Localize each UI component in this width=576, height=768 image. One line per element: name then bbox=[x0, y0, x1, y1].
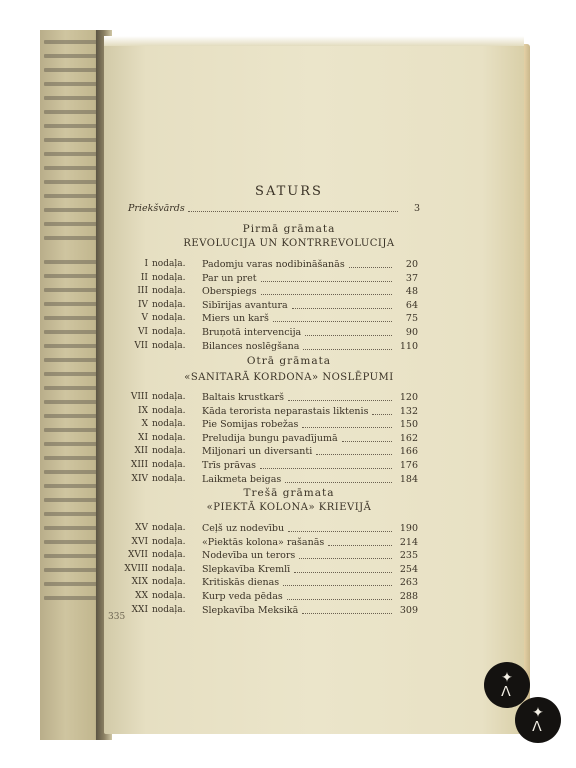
dot-leader bbox=[328, 545, 392, 546]
chapter-title: Pie Somijas robežas bbox=[202, 419, 299, 431]
chapter-number: XI bbox=[138, 432, 148, 443]
chapter-page: 90 bbox=[405, 327, 418, 338]
chapter-title: Bilances noslēgšana bbox=[202, 340, 300, 352]
chapter-nodala: nodaļa. bbox=[152, 286, 186, 297]
dot-leader bbox=[294, 572, 392, 573]
chapter-number: II bbox=[140, 272, 148, 283]
chapter-nodala: nodaļa. bbox=[152, 392, 186, 402]
chapter-page: 190 bbox=[399, 523, 418, 534]
chapter-number: XIII bbox=[130, 460, 148, 470]
chapter-title: Miljonari un diversanti bbox=[202, 446, 313, 458]
dot-leader bbox=[349, 267, 392, 268]
chapter-number: VI bbox=[137, 327, 148, 337]
chapter-nodala: nodaļa. bbox=[152, 259, 186, 269]
chapter-nodala: nodaļa. bbox=[152, 313, 186, 324]
book-2-name: Otrā grāmata bbox=[246, 355, 332, 367]
chapter-title: Kritiskās dienas bbox=[202, 577, 280, 589]
chapter-number: III bbox=[137, 286, 148, 297]
chapter-nodala: nodaļa. bbox=[152, 604, 186, 615]
chapter-number: XV bbox=[135, 523, 148, 533]
dot-leader bbox=[188, 211, 398, 212]
foreword-page: 3 bbox=[413, 203, 420, 214]
chapter-number: XX bbox=[135, 591, 148, 601]
dot-leader bbox=[303, 349, 392, 350]
dot-leader bbox=[292, 308, 392, 309]
chapter-number: X bbox=[141, 419, 148, 430]
page-title: SATURS bbox=[255, 184, 323, 199]
chapter-page: 64 bbox=[405, 299, 418, 311]
chapter-nodala: nodaļa. bbox=[152, 327, 186, 337]
chapter-page: 166 bbox=[399, 446, 418, 458]
chapter-title: Preludija bungu pavadījumā bbox=[202, 432, 338, 444]
chapter-page: 288 bbox=[399, 591, 418, 602]
chapter-title: Ceļš uz nodevību bbox=[202, 523, 285, 534]
chapter-number: IX bbox=[138, 405, 148, 416]
chapter-nodala: nodaļa. bbox=[152, 272, 186, 283]
left-page bbox=[40, 30, 104, 740]
chapter-title: Laikmeta beigas bbox=[202, 473, 282, 485]
chapter-page: 235 bbox=[399, 550, 418, 562]
chapter-title: Kāda terorista neparastais liktenis bbox=[202, 405, 369, 417]
chapter-nodala: nodaļa. bbox=[152, 405, 186, 416]
chapter-page: 176 bbox=[399, 460, 418, 471]
chapter-page: 37 bbox=[405, 272, 418, 284]
dot-leader bbox=[261, 294, 392, 295]
chapter-title: Oberspiegs bbox=[202, 286, 257, 298]
chapter-title: Nodevība un terors bbox=[202, 550, 296, 562]
chapter-title: Par un pret bbox=[202, 272, 257, 284]
chapter-page: 254 bbox=[399, 563, 418, 575]
book-3-subtitle: «PIEKTĀ KOLONA» KRIEVIJĀ bbox=[206, 502, 372, 513]
chapter-nodala: nodaļa. bbox=[152, 446, 186, 457]
chapter-nodala: nodaļa. bbox=[152, 340, 186, 351]
chapter-page: 75 bbox=[405, 313, 418, 325]
right-page bbox=[104, 42, 524, 734]
dot-leader bbox=[261, 281, 392, 282]
chapter-nodala: nodaļa. bbox=[152, 591, 186, 601]
chapter-nodala: nodaļa. bbox=[152, 473, 186, 484]
chapter-page: 214 bbox=[399, 536, 418, 548]
chapter-title: Baltais krustkarš bbox=[202, 392, 285, 403]
chapter-nodala: nodaļa. bbox=[152, 419, 186, 430]
chapter-nodala: nodaļa. bbox=[152, 432, 186, 443]
chapter-title: Slepkavība Kremlī bbox=[202, 563, 291, 575]
foreword-label: Priekšvārds bbox=[128, 203, 185, 214]
chapter-nodala: nodaļa. bbox=[152, 460, 186, 470]
dot-leader bbox=[342, 441, 392, 442]
chapter-title: «Piektās kolona» rašanās bbox=[202, 536, 325, 548]
dot-leader bbox=[299, 558, 392, 559]
chapter-nodala: nodaļa. bbox=[152, 563, 186, 574]
chapter-number: XVII bbox=[127, 550, 148, 561]
chapter-page: 309 bbox=[399, 604, 418, 616]
book-1-name: Pirmā grāmata bbox=[242, 223, 336, 235]
chapter-nodala: nodaļa. bbox=[152, 536, 186, 547]
chapter-title: Padomju varas nodibināšanās bbox=[202, 259, 345, 270]
dot-leader bbox=[316, 454, 392, 455]
chapter-number: IV bbox=[137, 299, 148, 310]
chapter-title: Slepkavība Meksikā bbox=[202, 604, 299, 616]
chapter-number: XVIII bbox=[124, 563, 148, 574]
watermark-logo-icon: ✦ ⴷ bbox=[515, 697, 561, 743]
dot-leader bbox=[288, 400, 392, 401]
dot-leader bbox=[288, 531, 392, 532]
chapter-page: 184 bbox=[399, 473, 418, 485]
chapter-title: Miers un karš bbox=[202, 313, 269, 325]
dot-leader bbox=[302, 613, 392, 614]
chapter-page: 162 bbox=[399, 432, 418, 444]
dot-leader bbox=[302, 427, 392, 428]
chapter-number: XIX bbox=[131, 577, 148, 588]
chapter-page: 48 bbox=[405, 286, 418, 298]
chapter-number: VIII bbox=[130, 392, 148, 402]
page-top-edge bbox=[104, 36, 524, 46]
chapter-nodala: nodaļa. bbox=[152, 550, 186, 561]
chapter-page: 263 bbox=[399, 577, 418, 589]
chapter-number: XII bbox=[134, 446, 148, 457]
chapter-number: XIV bbox=[131, 473, 148, 484]
dot-leader bbox=[285, 482, 392, 483]
chapter-nodala: nodaļa. bbox=[152, 523, 186, 533]
chapter-page: 132 bbox=[399, 405, 418, 417]
dot-leader bbox=[283, 585, 392, 586]
book-1-subtitle: REVOLUCIJA UN KONTRREVOLUCIJA bbox=[183, 238, 395, 249]
chapter-number: I bbox=[144, 259, 148, 269]
chapter-title: Trīs prāvas bbox=[202, 460, 257, 471]
chapter-number: V bbox=[141, 313, 148, 324]
chapter-title: Kurp veda pēdas bbox=[202, 591, 283, 602]
chapter-page: 20 bbox=[405, 259, 418, 270]
watermark-logo-icon: ✦ ⴷ bbox=[484, 662, 530, 708]
chapter-number: XVI bbox=[131, 536, 148, 547]
chapter-nodala: nodaļa. bbox=[152, 299, 186, 310]
chapter-page: 150 bbox=[399, 419, 418, 431]
chapter-title: Sibīrijas avantura bbox=[202, 299, 288, 311]
chapter-page: 120 bbox=[399, 392, 418, 403]
chapter-title: Bruņotā intervencija bbox=[202, 327, 302, 338]
chapter-page: 110 bbox=[399, 340, 418, 352]
chapter-number: XXI bbox=[131, 604, 148, 615]
footer-page-number: 335 bbox=[108, 612, 126, 622]
book-2-subtitle: «SANITARĀ KORDONA» NOSLĒPUMI bbox=[184, 372, 394, 383]
chapter-nodala: nodaļa. bbox=[152, 577, 186, 588]
chapter-number: VII bbox=[134, 340, 148, 351]
dot-leader bbox=[260, 468, 392, 469]
dot-leader bbox=[287, 599, 392, 600]
dot-leader bbox=[273, 321, 392, 322]
book-3-name: Trešā grāmata bbox=[243, 487, 335, 499]
dot-leader bbox=[305, 335, 392, 336]
